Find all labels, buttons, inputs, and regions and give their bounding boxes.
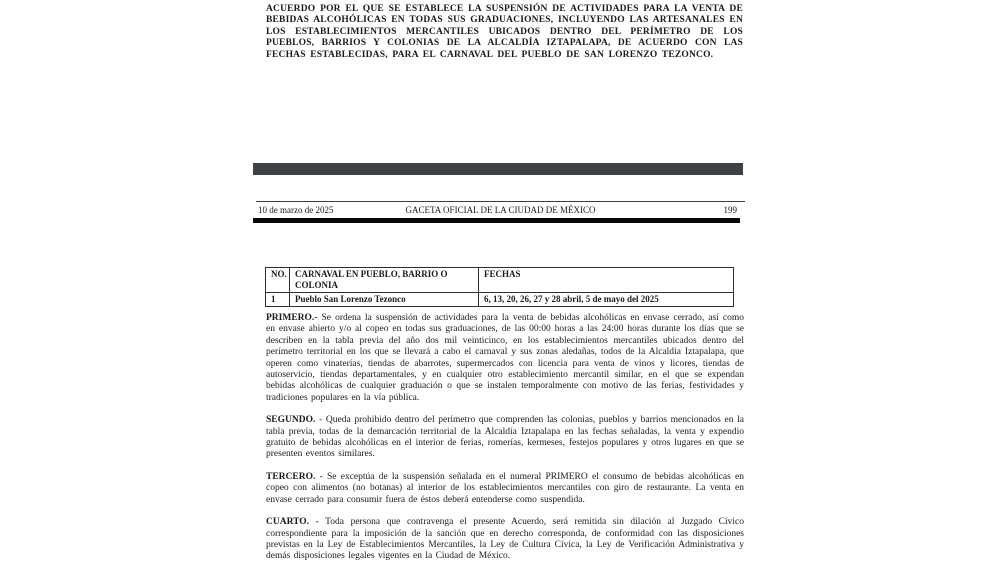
article-primero-text: Se ordena la suspensión de actividades para la venta de bebidas alcohólicas en envase cerrado, así como en envase abierto y/o al copeo en todas sus graduaciones, de las 00:00 horas a las 24:00 horas durante los días que se describen en la tabla previa del año dos mil veinticinco, en los establecimientos mercantiles ubicados dentro del perímetro territorial en los que se llevará a cabo el carnaval y sus zonas aledañas, todos de la Alcaldía Iztapalapa, que operen como vinaterías, tiendas de abarrotes, supermercados con licencia para venta de vinos y licores, tiendas de autoservicio, tiendas departamentales, y en cualquier otro establecimiento mercantil similar, en el que se expendan bebidas alcohólicas de cualquier graduación o que se instalen temporalmente con motivo de las ferias, festividades y tradiciones populares en la vía pública. <box>266 313 744 403</box>
article-primero <box>266 313 744 404</box>
cell-carnaval: Pueblo San Lorenzo Tezonco <box>290 293 479 307</box>
page-header <box>256 204 745 217</box>
previous-page-bottom-bar <box>253 163 743 175</box>
table-row <box>266 293 734 307</box>
article-cuarto-label: CUARTO. <box>266 517 310 528</box>
table-header-row <box>266 268 734 293</box>
article-tercero-text: - Se exceptúa de la suspensión señalada en el numeral PRIMERO el consumo de bebidas alcohólicas en copeo con alimentos (no botanas) al interior de los establecimientos mercantiles con giro de restaurante. La venta en envase cerrado para consumir fuera de éstos deberá entenderse como suspendida. <box>266 471 744 505</box>
article-cuarto <box>266 517 744 563</box>
article-segundo <box>266 415 744 461</box>
page-content-column <box>252 0 752 565</box>
article-segundo-label: SEGUNDO. <box>266 415 316 426</box>
carnaval-dates-table <box>265 267 734 307</box>
cell-fechas: 6, 13, 20, 26, 27 y 28 abril, 5 de mayo del 2025 <box>479 293 734 307</box>
cell-no: 1 <box>266 293 290 307</box>
article-tercero-label: TERCERO. <box>266 471 316 482</box>
article-primero-label: PRIMERO.- <box>266 313 318 323</box>
header-top-rule <box>256 201 745 202</box>
article-segundo-text: - Queda prohibido dentro del perímetro que comprenden las colonias, pueblos y barrios mencionados en la tabla previa, todas de la demarcación territorial de la Alcaldía Iztapalapa en las fechas señaladas, la venta y expendio gratuito de bebidas alcohólicas en el interior de ferias, romerías, kermeses, festejos populares y otros lugares en que se presenten eventos similares. <box>266 415 744 460</box>
articles-section <box>266 313 744 565</box>
article-tercero <box>266 472 744 506</box>
header-gazette-title: GACETA OFICIAL DE LA CIUDAD DE MÉXICO <box>405 205 596 215</box>
column-header-no: NO. <box>266 268 290 293</box>
header-date: 10 de marzo de 2025 <box>258 205 334 215</box>
header-page-number: 199 <box>723 205 737 215</box>
article-cuarto-text: - Toda persona que contravenga el presente Acuerdo, será remitida sin dilación al Juzgado Cívico correspondiente para la imposición de la sanción que en derecho corresponda, de conformidad con las disposiciones previstas en la Ley de Establecimientos Mercantiles, la Ley de Cultura Cívica, la Ley de Verificación Administrativa y demás disposiciones legales vigentes en la Ciudad de México. <box>266 517 744 562</box>
acuerdo-title-paragraph: ACUERDO POR EL QUE SE ESTABLECE LA SUSPENSIÓN DE ACTIVIDADES PARA LA VENTA DE BEBIDAS ALCOHÓLICAS EN TODAS SUS GRADUACIONES, INCLUYENDO LAS ARTESANALES EN LOS ESTABLECIMIENTOS MERCANTILES UBICADOS DENTRO DEL PERÍMETRO DE LOS PUEBLOS, BARRIOS Y COLONIAS DE LA ALCALDÍA IZTAPALAPA, DE ACUERDO CON LAS FECHAS ESTABLECIDAS, PARA EL CARNAVAL DEL PUEBLO DE SAN LORENZO TEZONCO. <box>266 4 743 60</box>
header-black-bar <box>253 218 740 223</box>
column-header-fechas: FECHAS <box>479 268 734 293</box>
column-header-carnaval: CARNAVAL EN PUEBLO, BARRIO O COLONIA <box>290 268 479 293</box>
